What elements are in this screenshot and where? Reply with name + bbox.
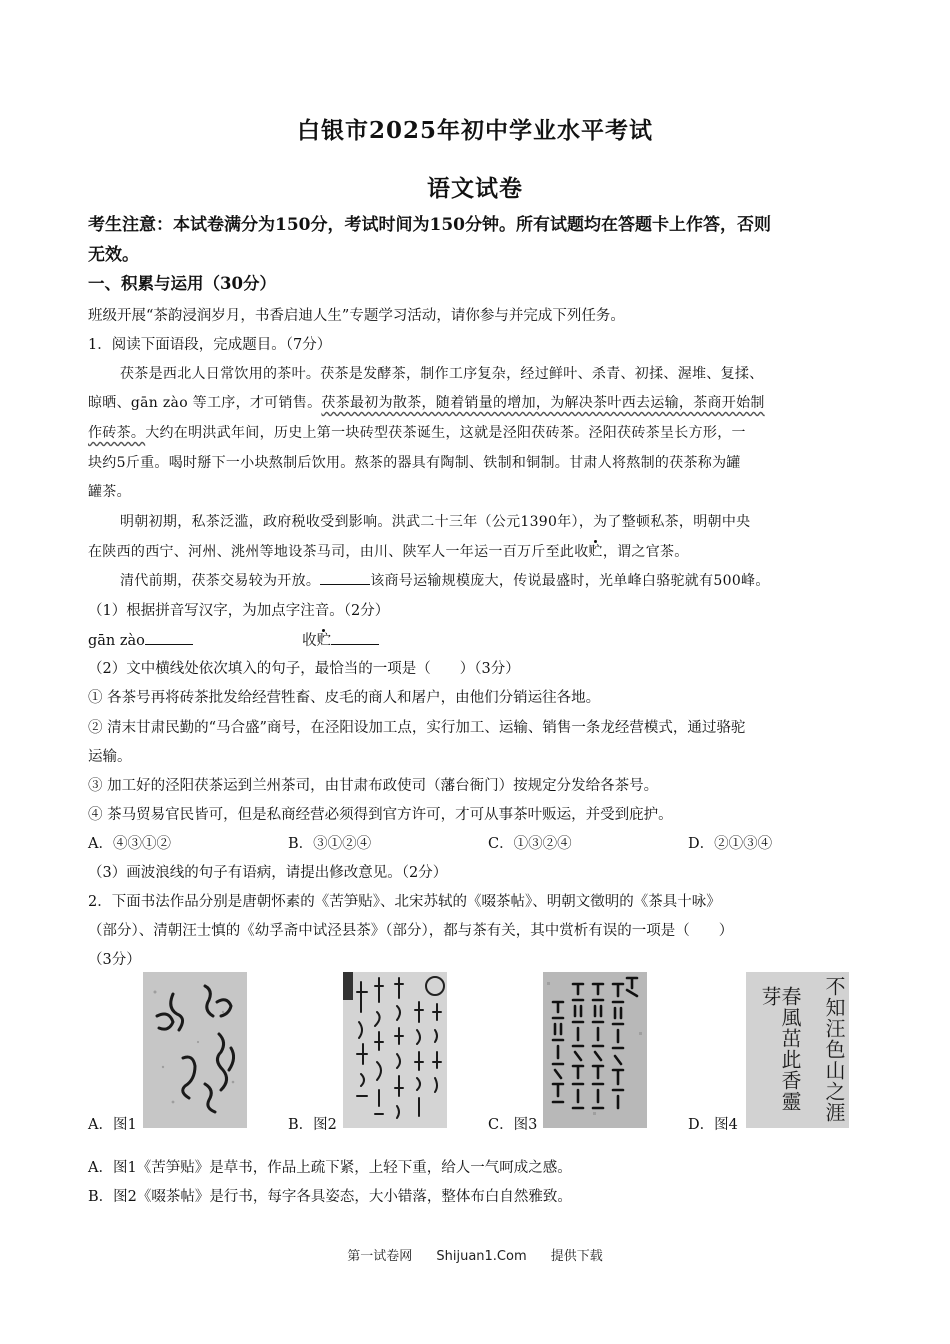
wavy-sentence-end: 作砖茶。 <box>88 425 146 441</box>
notice-line-1: 考生注意：本试卷满分为150分，考试时间为150分钟。所有试题均在答题卡上作答，否则 <box>88 215 771 235</box>
footer-site-name: 第一试卷网 <box>347 1249 413 1264</box>
calligraphy-image-2 <box>343 972 447 1128</box>
passage-text: 大约在明洪武年间，历史上第一块砖型茯茶诞生，这就是泾阳茯砖茶。泾阳茯砖茶呈长方形，一 <box>145 425 746 441</box>
candidate-notice <box>88 210 858 270</box>
wavy-sentence: 茯茶最初为散茶，随着销量的增加，为解决茶叶西去运输，茶商开始制 <box>321 395 765 411</box>
passage-text: 清代前期，茯茶交易较为开放。 <box>120 573 321 589</box>
sentence-3: ③ 加工好的泾阳茯茶运到兰州茶司，由甘肃布政使司（藩台衙门）按规定分发给各茶号。 <box>88 778 659 794</box>
passage-p3 <box>120 570 868 590</box>
calligraphy-column-2: 春風茁此香靈芽 <box>758 986 802 1112</box>
calligraphy-image-4 <box>746 972 849 1128</box>
exam-title: 白银市2025年初中学业水平考试 <box>296 117 653 144</box>
option-c: C．①③②④ <box>488 836 572 852</box>
footer-provided: 提供下载 <box>550 1249 603 1264</box>
passage-p1-line3 <box>88 422 868 442</box>
sub-question-1: （1）根据拼音写汉字，为加点字注音。（2分） <box>88 603 390 619</box>
dotted-char: 贮 <box>588 544 603 560</box>
question-2-line2: （部分）、清朝汪士慎的《幼孚斋中试泾县茶》（部分），都与茶有关，其中赏析有误的一项是（ ） <box>88 923 734 939</box>
passage-p1-line4: 块约5斤重。喝时掰下一小块熬制后饮用。熬茶的器具有陶制、铁制和铜制。甘肃人将熬制的茯茶称为罐 <box>88 455 741 471</box>
option-d: D．②①③④ <box>688 836 773 852</box>
sentence-1: ① 各茶号再将砖茶批发给经营牲畜、皮毛的商人和屠户，由他们分销运往各地。 <box>88 690 601 706</box>
answer-blank-2 <box>331 630 379 645</box>
exam-subtitle: 语文试卷 <box>427 175 523 202</box>
section-heading: 一、积累与运用（30分） <box>88 274 276 293</box>
activity-intro: 班级开展“茶韵浸润岁月，书香启迪人生”专题学习活动，请你参与并完成下列任务。 <box>88 308 625 324</box>
notice-line-2: 无效。 <box>88 245 139 265</box>
page-footer <box>0 1245 950 1264</box>
image-label-a: A．图1 <box>88 1117 137 1133</box>
answer-blank-1 <box>145 630 193 645</box>
passage-p1-line2 <box>88 392 868 412</box>
sentence-4: ④ 茶马贸易官民皆可，但是私商经营必须得到官方许可，才可从事茶叶贩运，并受到庇护。 <box>88 807 673 823</box>
image-label-b: B．图2 <box>288 1117 337 1133</box>
footer-site-link[interactable]: Shijuan1.Com <box>436 1249 527 1264</box>
passage-text: 该商号运输规模庞大，传说最盛时，光单峰白骆驼就有500峰。 <box>370 573 770 589</box>
sub-question-2: （2）文中横线处依次填入的句子，最恰当的一项是（ ）（3分） <box>88 661 520 677</box>
passage-p1-line1: 茯茶是西北人日常饮用的茶叶。茯茶是发酵茶，制作工序复杂，经过鲜叶、杀青、初揉、渥堆、复揉、 <box>120 366 764 382</box>
calligraphy-column-1: 不知汪色山之涯 <box>822 976 846 1123</box>
passage-p2-line2 <box>88 541 868 561</box>
fill-blank <box>320 570 370 585</box>
choice-a-analysis: A．图1《苦笋贴》是草书，作品上疏下紧，上轻下重，给人一气呵成之感。 <box>88 1160 572 1176</box>
dotted-char: 贮 <box>316 633 332 649</box>
passage-text: ，谓之官茶。 <box>602 544 689 560</box>
sub-question-3: （3）画波浪线的句子有语病，请提出修改意见。（2分） <box>88 865 448 881</box>
image-label-c: C．图3 <box>488 1117 538 1133</box>
pinyin-label: gān zào <box>88 633 145 649</box>
calligraphy-image-3 <box>543 972 647 1128</box>
passage-p1-line5: 罐茶。 <box>88 484 131 500</box>
passage-text: 在陕西的西宁、河州、洮州等地设茶马司，由川、陕军人一年运一百万斤至此收 <box>88 544 589 560</box>
sentence-2-line2: 运输。 <box>88 749 132 765</box>
option-b: B．③①②④ <box>288 836 372 852</box>
option-a: A．④③①② <box>88 836 171 852</box>
char-label: 收 <box>302 633 317 649</box>
choice-b-analysis: B．图2《啜茶帖》是行书，每字各具姿态，大小错落，整体布白自然雅致。 <box>88 1189 572 1205</box>
question-1-stem: 1．阅读下面语段，完成题目。（7分） <box>88 337 332 353</box>
passage-p2-line1: 明朝初期，私茶泛滥，政府税收受到影响。洪武二十三年（公元1390年），为了整顿私茶，明朝中央 <box>120 514 751 530</box>
sub-question-1-blanks <box>88 629 868 650</box>
question-2-line3: （3分） <box>88 952 141 968</box>
sentence-2-line1: ② 清末甘肃民勤的“马合盛”商号，在泾阳设加工点，实行加工、运输、销售一条龙经营模式，通过骆驼 <box>88 720 746 736</box>
image-label-d: D．图4 <box>688 1117 738 1133</box>
calligraphy-image-1 <box>143 972 247 1128</box>
question-2-line1: 2．下面书法作品分别是唐朝怀素的《苦笋贴》、北宋苏轼的《啜茶帖》、明朝文徵明的《茶具十咏》 <box>88 894 721 910</box>
passage-text: 晾晒、gān zào 等工序，才可销售。 <box>88 395 322 411</box>
